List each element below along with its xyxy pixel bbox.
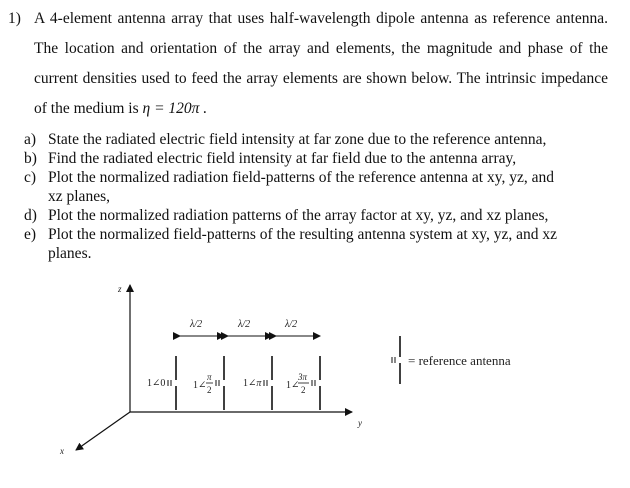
sub-question-line: Plot the normalized field-patterns of the resulting antenna system at xy, yz, and xz <box>48 226 558 243</box>
sub-question-label: e) <box>24 226 37 243</box>
intro-line: antenna. The location and orientation of the array and elements, the magnitude and <box>34 10 608 57</box>
legend-label: = reference antenna <box>408 353 511 368</box>
z-axis-label: z <box>118 284 122 294</box>
sub-question-label: c) <box>24 169 37 186</box>
x-axis <box>76 412 130 450</box>
sub-question-label: a) <box>24 131 37 148</box>
phase-denominator: 2 <box>207 385 212 395</box>
sub-question-line: xz planes, <box>48 188 110 205</box>
phase-numerator: 3π <box>298 372 308 382</box>
sub-question-text: State the radiated electric field intensity at far zone due to the reference antenna, <box>48 131 547 148</box>
current-phase: π <box>256 378 262 389</box>
sub-question-line: planes. <box>48 245 92 262</box>
spacing-label: λ/2 <box>285 319 298 330</box>
eta-expression: η = 120π . <box>142 100 208 117</box>
current-phase: 0 <box>160 378 166 389</box>
intro-line: intrinsic impedance of the medium is <box>34 70 609 117</box>
current-magnitude: 1∠ <box>286 380 300 391</box>
spacing-label: λ/2 <box>190 319 203 330</box>
phase-numerator: π <box>207 372 212 382</box>
x-axis-label: x <box>60 446 64 456</box>
sub-question-line: Plot the normalized radiation field-patterns of the reference antenna at xy, yz, and <box>48 169 554 186</box>
question-number: 1) <box>8 10 21 27</box>
sub-question-label: d) <box>24 207 37 224</box>
element-current-label <box>147 378 165 389</box>
y-axis-label: y <box>358 418 362 428</box>
current-magnitude: 1∠ <box>193 380 207 391</box>
current-magnitude: 1∠ <box>243 378 257 389</box>
sub-question-label: b) <box>24 150 37 167</box>
intro-line: A 4-element antenna array that uses half-wavelength dipole antenna as reference <box>34 10 551 27</box>
sub-question-text: Plot the normalized radiation patterns of the array factor at xy, yz, and xz planes, <box>48 207 549 224</box>
sub-question-text: Find the radiated electric field intensity at far field due to the antenna array, <box>48 150 517 167</box>
intro-line: phase of the current densities used to feed the array elements are shown below. The <box>34 40 609 87</box>
spacing-label: λ/2 <box>238 319 251 330</box>
phase-denominator: 2 <box>301 385 306 395</box>
element-current-label <box>243 378 262 389</box>
current-magnitude: 1∠ <box>147 378 161 389</box>
